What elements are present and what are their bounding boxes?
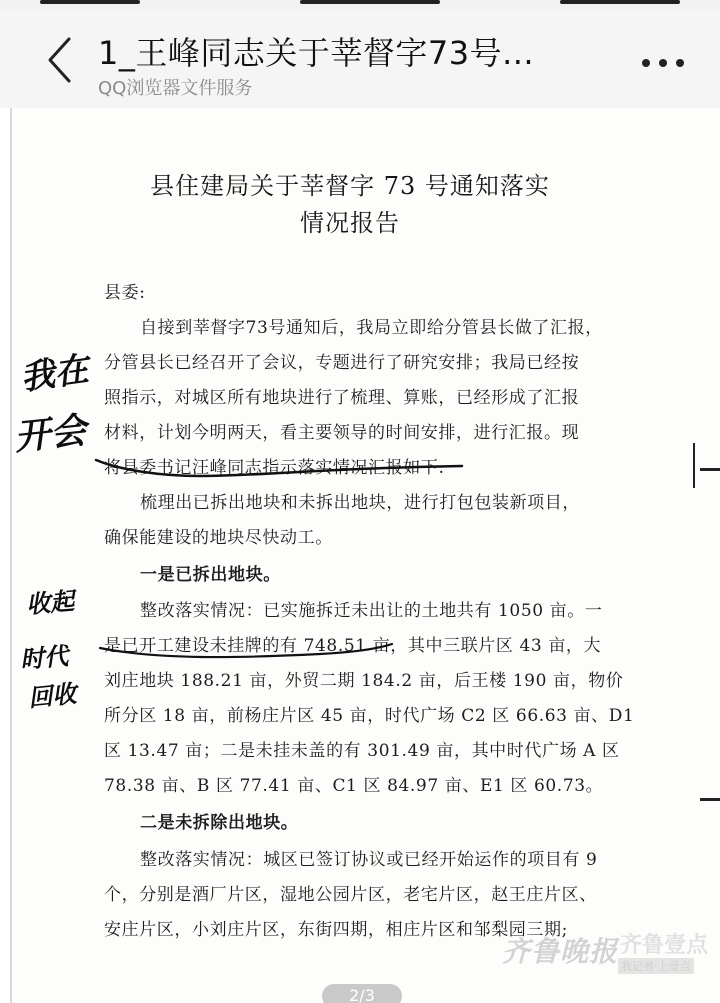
report-title-line-2: 情况报告 <box>300 209 400 237</box>
body-line: 区 13.47 亩；二是未挂未盖的有 301.49 亩，其中时代广场 A 区 <box>104 741 620 761</box>
body-line: 自接到莘督字73号通知后，我局立即给分管县长做了汇报， <box>140 318 603 338</box>
document-viewer[interactable] <box>0 108 720 1003</box>
section-heading-2: 二是未拆除出地块。 <box>140 813 299 833</box>
body-line: 是已开工建设未挂牌的有 748.51 亩，其中三联片区 43 亩，大 <box>104 636 602 656</box>
body-line: 照指示，对城区所有地块进行了梳理、算账，已经形成了汇报 <box>104 388 580 408</box>
watermark-brand: 齐鲁壹点 <box>620 933 709 958</box>
body-line: 整改落实情况：已实施拆迁未出让的土地共有 1050 亩。一 <box>140 601 603 621</box>
document-title: 1_王峰同志关于莘督字73号... <box>98 34 535 72</box>
status-bar-remnant <box>0 0 720 10</box>
body-line: 确保能建设的地块尽快动工。 <box>104 528 333 548</box>
watermark-slogan: 我记者·上壹点 <box>618 958 694 974</box>
more-dots-icon <box>641 58 685 68</box>
body-line: 78.38 亩、B 区 77.41 亩、C1 区 84.97 亩、E1 区 60.73。 <box>104 776 604 796</box>
handwritten-note-1: 我在 <box>18 349 91 399</box>
body-line: 材料，计划今明两天，看主要领导的时间安排，进行汇报。现 <box>104 423 580 443</box>
browser-header <box>0 10 720 108</box>
watermark <box>500 928 720 978</box>
page-edge-mark <box>700 468 720 471</box>
body-line: 整改落实情况：城区已签订协议或已经开始运作的项目有 9 <box>140 850 598 870</box>
back-button[interactable] <box>30 30 90 90</box>
body-line: 将县委书记汪峰同志指示落实情况汇报如下: <box>104 458 445 478</box>
body-line: 安庄片区，小刘庄片区，东街四期，相庄片区和邹梨园三期; <box>104 920 568 940</box>
body-line: 分管县长已经召开了会议，专题进行了研究安排；我局已经按 <box>104 353 580 373</box>
section-heading-1: 一是已拆出地块。 <box>140 565 281 585</box>
chevron-left-icon <box>45 35 75 85</box>
body-line: 个，分别是酒厂片区，湿地公园片区，老宅片区，赵王庄片区、 <box>104 885 597 905</box>
handwritten-note-2: 收起 <box>25 585 76 620</box>
handwritten-note-2b: 时代 <box>19 640 70 675</box>
body-line: 梳理出已拆出地块和未拆出地块，进行打包包装新项目， <box>140 493 580 513</box>
page-edge-mark <box>700 798 720 801</box>
watermark-text: 齐鲁晚报 <box>502 935 619 968</box>
report-title-line-1: 县住建局关于莘督字 73 号通知落实 <box>150 172 550 200</box>
page-indicator: 2/3 <box>322 984 402 1003</box>
service-name: QQ浏览器文件服务 <box>98 78 253 99</box>
body-line: 刘庄地块 188.21 亩，外贸二期 184.2 亩，后王楼 190 亩，物价 <box>104 671 624 691</box>
handwritten-note-2c: 回收 <box>26 678 78 713</box>
salutation: 县委: <box>104 283 146 303</box>
more-button[interactable] <box>636 48 690 78</box>
body-line: 所分区 18 亩，前杨庄片区 45 亩，时代广场 C2 区 66.63 亩、D1 <box>104 706 635 726</box>
handwritten-note-1b: 开会 <box>12 409 89 459</box>
